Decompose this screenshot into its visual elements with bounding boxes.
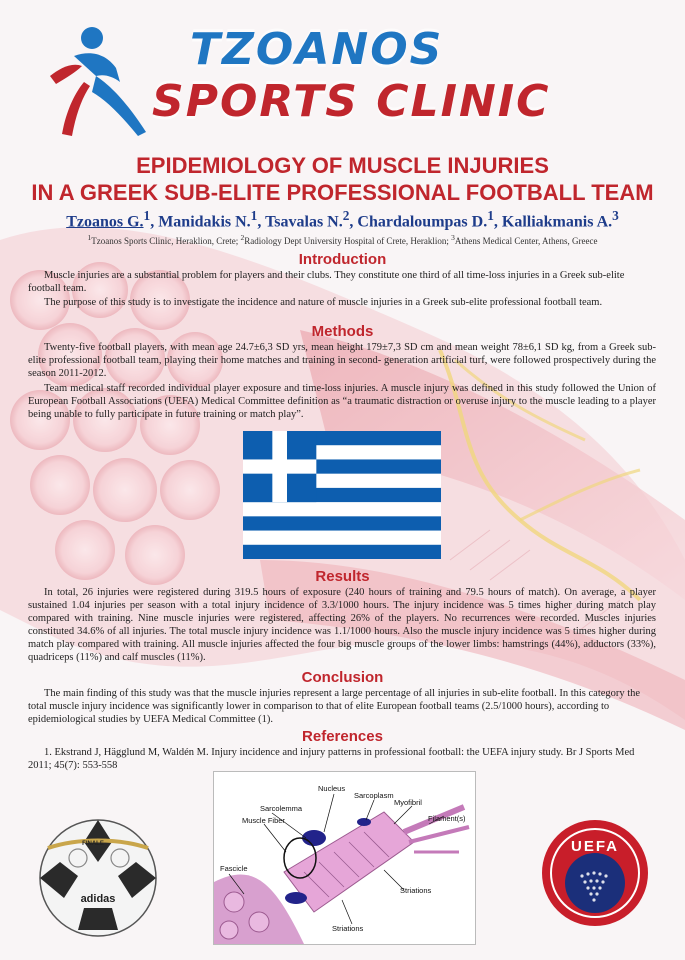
muscle-fiber-diagram xyxy=(213,771,476,945)
poster-title-line-1: EPIDEMIOLOGY OF MUSCLE INJURIES xyxy=(136,153,549,178)
author-name: Tsavalas N. xyxy=(265,213,343,231)
reference-item-1: 1. Ekstrand J, Hägglund M, Waldén M. Injury incidence and injury patterns in professional football: the UEFA injury study. Br J Sports Med 2011; 45(7): 553-558 xyxy=(28,747,635,771)
introduction-paragraph-1: Muscle injuries are a substantial problem for players and their clubs. They constitute one third of all time-loss injuries in a Greek sub-elite football team. xyxy=(28,270,625,294)
introduction-paragraph-2: The purpose of this study is to investigate the incidence and nature of muscle injuries in a Greek sub-elite professional football team. xyxy=(44,297,603,308)
introduction-heading: Introduction xyxy=(298,251,387,268)
football-image xyxy=(38,818,158,938)
label-fascicle: Fascicle xyxy=(220,864,248,873)
results-paragraph-1: In total, 26 injuries were registered during 319.5 hours of exposure (240 hours of training and 79.5 hours of match). On average, a player sustained 1.04 injuries per season with a total injury incidence of 3.3/1000 hours. The injury incidence was 5 times higher during match play compared with training. Nine muscle injuries were registered, affecting 26% of the players. No recurrences were recorded. Muscles injuries constituted 34.6% of all injuries. The total muscle injury incidence was 1.1/1000 hours. Also the muscle injury incidence was 5 times higher during match play compared with training. All muscle injuries affected the four big muscle groups of the lower limbs: hamstrings (44%), adductors (33%), quadriceps (11%) and calf muscles (11%). xyxy=(28,587,656,663)
adidas-logo: adidas xyxy=(80,893,116,905)
methods-paragraph-2: Team medical staff recorded individual player exposure and time-loss injuries. A muscle injury was defined in this study followed the Union of European Football Associations (UEFA) Medical Committee definition as “a traumatic distraction or overuse injury to the muscle leading to a player being unable to fully participate in future training or match play”. xyxy=(28,383,656,420)
label-sarcolemma: Sarcolemma xyxy=(260,804,303,813)
logo-line-1: TZOANOS xyxy=(190,24,444,75)
label-nucleus: Nucleus xyxy=(318,784,346,793)
label-filaments: Filament(s) xyxy=(428,814,466,823)
methods-heading: Methods xyxy=(311,323,374,340)
author-name: Kalliakmanis A. xyxy=(501,213,613,231)
author-name: Tzoanos G. xyxy=(66,213,144,231)
results-heading: Results xyxy=(315,568,370,585)
label-striations-1: Striations xyxy=(400,886,432,895)
clinic-logo xyxy=(40,22,660,142)
methods-paragraph-1: Twenty-five football players, with mean age 24.7±6,3 SD yrs, mean height 179±7,3 SD cm and mean weight 78±6,1 SD kg, from a Greek sub-elite professional football team, playing their home matches and training in second- generation artificial turf, were followed prospectively during the season 2011-2012. xyxy=(28,342,656,379)
references-heading: References xyxy=(302,728,383,745)
label-striations-2: Striations xyxy=(332,924,364,933)
conclusion-heading: Conclusion xyxy=(301,669,384,686)
poster-title-line-2: IN A GREEK SUB-ELITE PROFESSIONAL FOOTBALL TEAM xyxy=(31,180,654,205)
label-myofibril: Myofibril xyxy=(394,798,422,807)
label-muscle-fiber: Muscle Fiber xyxy=(242,816,285,825)
runner-icon xyxy=(46,24,156,140)
author-list: Tzoanos G.$^1$, Manidakis N.$^1$, Tsavalas N.$^2$, Chardaloumpas D.$^1$, Kalliakmanis A.$^3$ xyxy=(66,208,619,231)
affiliations: $^1$Tzoanos Sports Clinic, Heraklion, Crete; $^2$Radiology Dept University Hospital of Crete, Heraklion; $^3$Athens Medical Center, Athens, Greece xyxy=(87,233,598,246)
greek-flag-image xyxy=(243,431,441,559)
logo-line-2: SPORTS CLINIC xyxy=(152,76,551,127)
conclusion-paragraph-1: The main finding of this study was that the muscle injuries represent a large percentage of all injuries in sub-elite football. In this category the total muscle injury incidence was significantly lower in comparison to that of elite European football teams (2.5/1000 hours), according to epidemiological studies by UEFA Medical Committee (1). xyxy=(28,688,641,725)
author-name: Manidakis N. xyxy=(158,213,251,231)
uefa-logo xyxy=(540,818,650,928)
ball-band-text: FINALE xyxy=(82,841,104,847)
muscle-fiber-drawing xyxy=(214,772,475,944)
uefa-logo-text: UEFA xyxy=(570,838,620,855)
author-name: Chardaloumpas D. xyxy=(357,213,488,231)
label-sarcoplasm: Sarcoplasm xyxy=(354,791,394,800)
